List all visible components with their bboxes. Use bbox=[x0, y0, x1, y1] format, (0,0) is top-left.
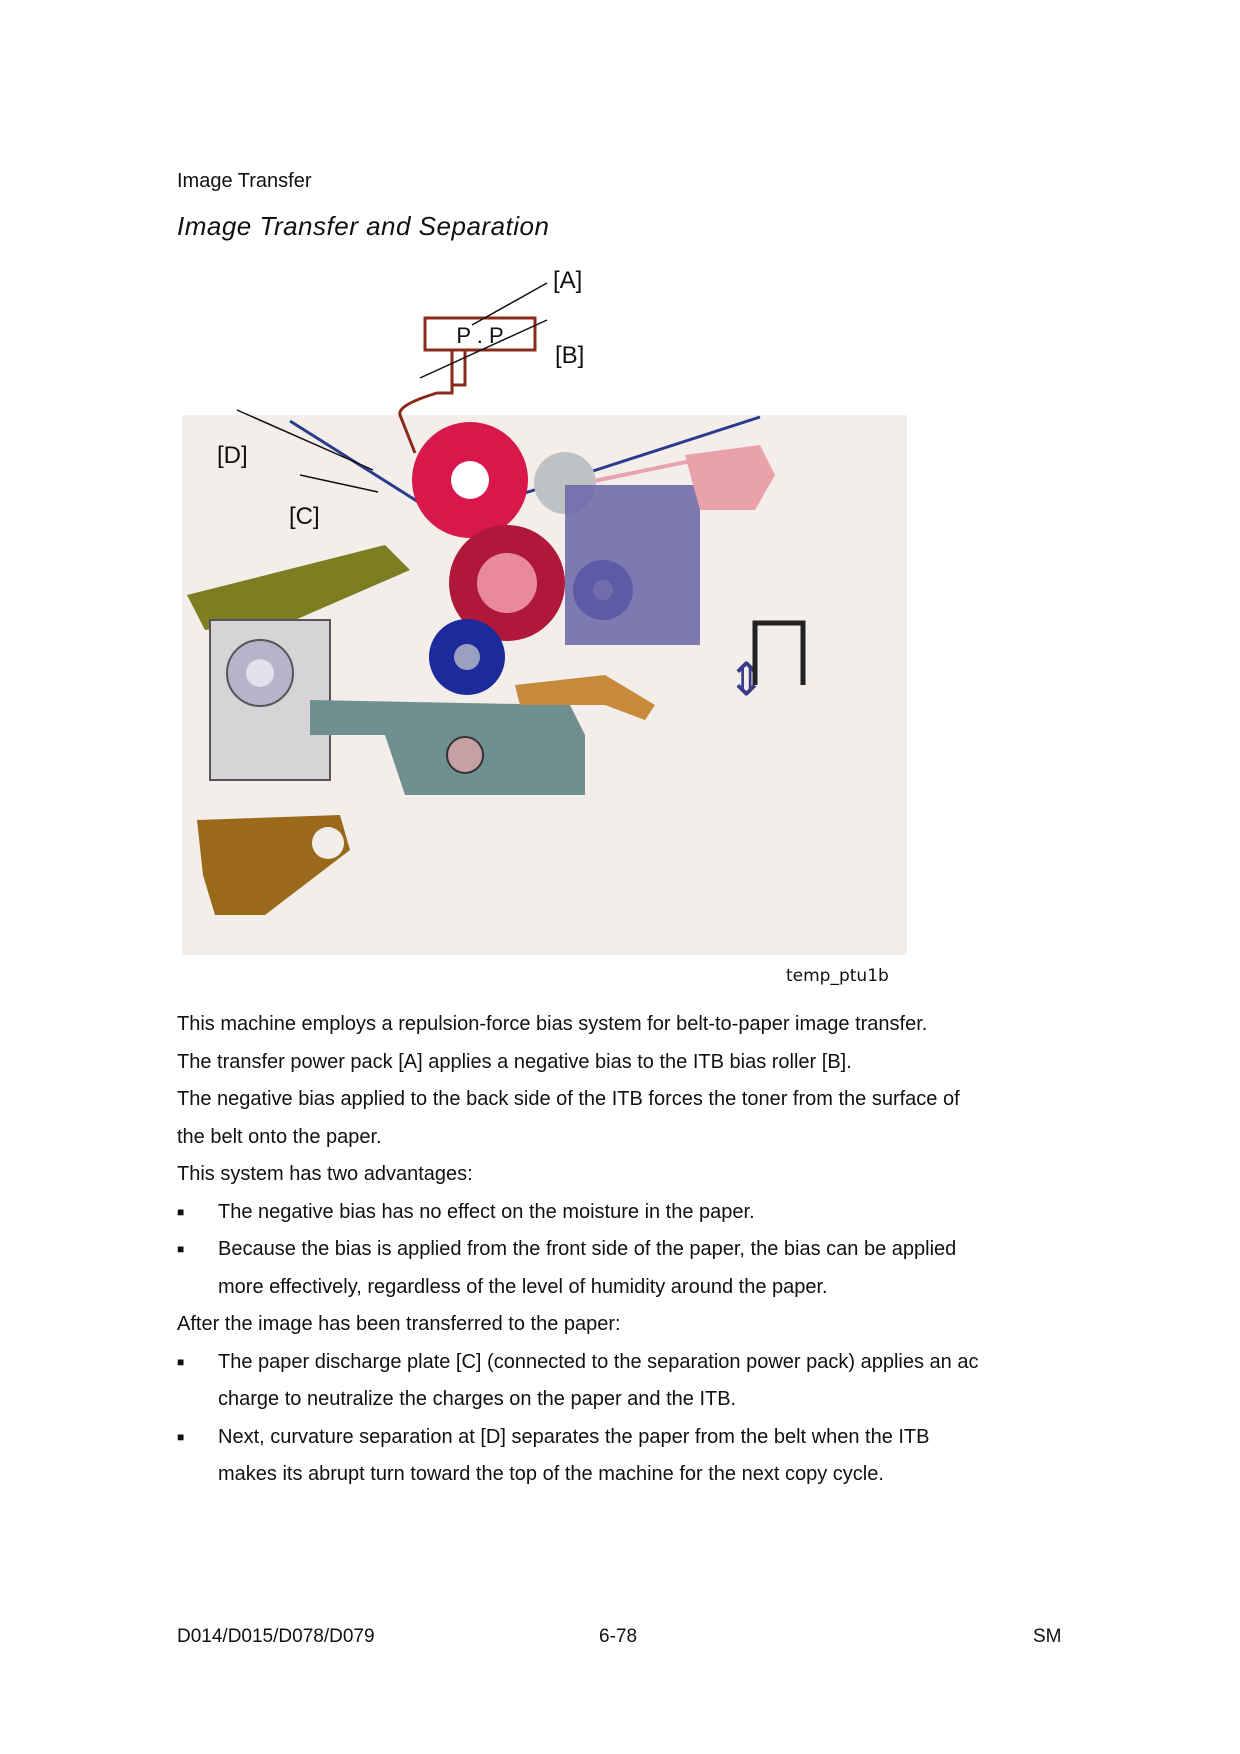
arrow-icon: ⇕ bbox=[727, 652, 766, 706]
footer-model: D014/D015/D078/D079 bbox=[177, 1626, 375, 1647]
bullet-text: Next, curvature separation at [D] separates the paper from the belt when the ITB bbox=[218, 1425, 930, 1448]
power-pack-label: P . P bbox=[456, 323, 504, 348]
bullet-icon: ■ bbox=[177, 1354, 185, 1369]
callout-d: [D] bbox=[217, 442, 248, 469]
callout-b: [B] bbox=[555, 342, 585, 369]
bullet-item bbox=[177, 1344, 1057, 1382]
figure-caption: temp_ptu1b bbox=[786, 966, 889, 986]
bullet-icon: ■ bbox=[177, 1204, 185, 1219]
bullet-text: charge to neutralize the charges on the paper and the ITB. bbox=[218, 1388, 737, 1410]
section-title: Image Transfer bbox=[177, 170, 312, 192]
callout-a: [A] bbox=[553, 267, 583, 294]
image-transfer-diagram bbox=[175, 265, 915, 965]
bullet-text: makes its abrupt turn toward the top of the machine for the next copy cycle. bbox=[218, 1463, 884, 1485]
subsection-title: Image Transfer and Separation bbox=[177, 211, 550, 241]
paragraph: This machine employs a repulsion-force bias system for belt-to-paper image transfer. bbox=[177, 1013, 928, 1035]
paragraph: The negative bias applied to the back side of the ITB forces the toner from the surface of bbox=[177, 1088, 960, 1110]
bullet-item bbox=[177, 1194, 1057, 1232]
paragraph: This system has two advantages: bbox=[177, 1163, 473, 1185]
footer-page-number: 6-78 bbox=[599, 1626, 638, 1647]
footer-manual-code: SM bbox=[1033, 1626, 1062, 1647]
bullet-icon: ■ bbox=[177, 1242, 185, 1256]
bullet-icon: ■ bbox=[177, 1429, 185, 1444]
cleaning-roller bbox=[447, 737, 483, 773]
paragraph: After the image has been transferred to the paper: bbox=[177, 1313, 621, 1335]
bullet-text: more effectively, regardless of the level of humidity around the paper. bbox=[218, 1275, 828, 1298]
bullet-text: The paper discharge plate [C] (connected to the separation power pack) applies an ac bbox=[218, 1350, 979, 1373]
callout-c: [C] bbox=[289, 503, 320, 530]
paragraph: The transfer power pack [A] applies a negative bias to the ITB bias roller [B]. bbox=[177, 1050, 852, 1073]
bullet-continuation bbox=[177, 1269, 1057, 1307]
bullet-text: Because the bias is applied from the front side of the paper, the bias can be applied bbox=[218, 1238, 957, 1260]
bullet-continuation bbox=[177, 1381, 1057, 1419]
bullet-item bbox=[177, 1419, 1057, 1457]
paragraph: the belt onto the paper. bbox=[177, 1125, 382, 1148]
bullet-item bbox=[177, 1231, 1057, 1269]
right-bracket bbox=[565, 485, 700, 645]
body-text bbox=[177, 1006, 1057, 1494]
bullet-continuation bbox=[177, 1456, 1057, 1494]
bullet-text: The negative bias has no effect on the moisture in the paper. bbox=[218, 1200, 755, 1223]
